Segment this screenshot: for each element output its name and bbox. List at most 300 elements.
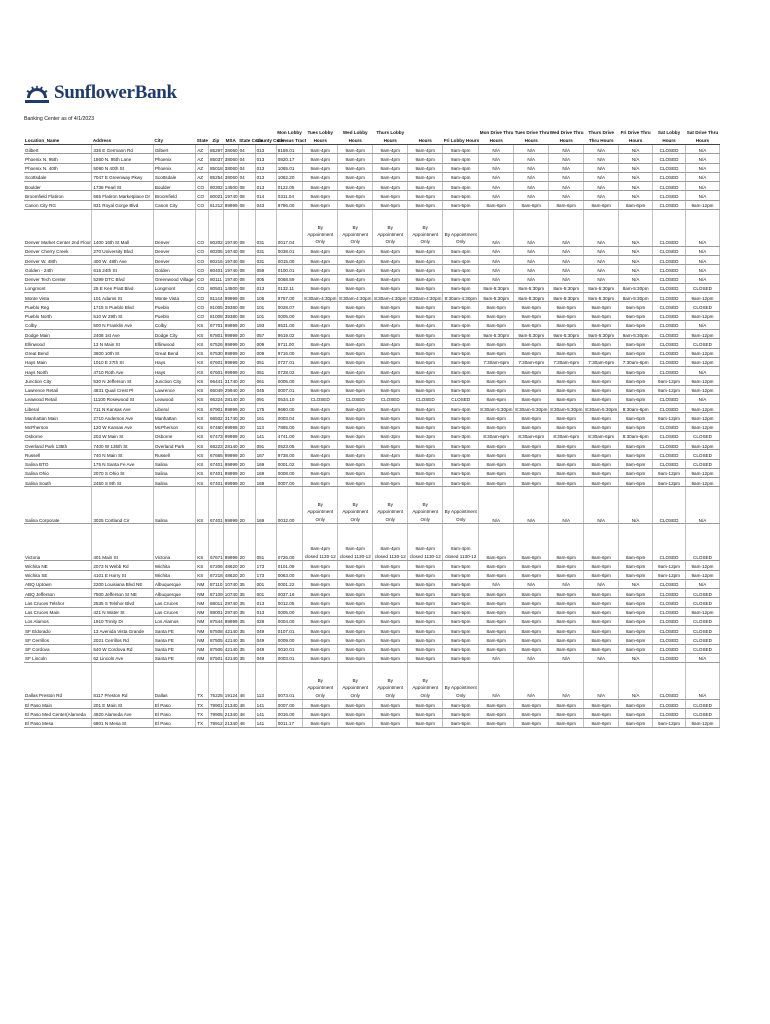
table-cell: TX xyxy=(196,718,209,727)
table-cell: N/A xyxy=(479,209,514,246)
table-row xyxy=(24,357,720,366)
table-cell: 9am-5pm xyxy=(373,422,408,431)
table-cell: 9am-5pm xyxy=(408,709,443,718)
table-cell: N/A xyxy=(685,274,719,283)
table-cell: KS xyxy=(196,570,209,579)
table-cell: CLOSED xyxy=(373,394,408,403)
table-cell: 11100 Rosewood St xyxy=(92,394,153,403)
table-cell: 8am-6pm xyxy=(549,700,584,709)
table-cell: 9am-5pm xyxy=(373,653,408,662)
table-cell: 203 W Main St xyxy=(92,431,153,440)
table-cell: Pueblo Reg xyxy=(24,302,92,311)
table-cell: 0004.00 xyxy=(276,616,303,625)
table-cell: 8am-6pm xyxy=(479,524,514,561)
table-cell: 99999 xyxy=(223,450,238,459)
table-cell: 161 xyxy=(255,413,276,422)
table-cell: 67701 xyxy=(208,320,223,329)
table-row xyxy=(24,459,720,468)
table-cell: 8am-6pm xyxy=(514,376,549,385)
table-cell: 29940 xyxy=(223,385,238,394)
table-cell: 80216 xyxy=(208,256,223,265)
table-cell: CLOSED xyxy=(653,274,686,283)
table-cell: 8am-6pm xyxy=(479,709,514,718)
table-cell: N/A xyxy=(685,653,719,662)
table-cell: 0005.00 xyxy=(276,376,303,385)
table-cell: 9am-5pm xyxy=(303,589,338,598)
table-cell: 8am-5:30pm xyxy=(514,283,549,292)
table-cell: 8am-4pm xyxy=(303,339,338,348)
table-cell: 9am-4pm xyxy=(443,246,479,255)
header-top-cell: Tues Lobby xyxy=(307,130,333,136)
table-cell: 9am-4pm xyxy=(338,145,373,154)
table-row xyxy=(24,450,720,459)
table-cell: Victoria xyxy=(24,524,92,561)
table-cell: 21340 xyxy=(223,700,238,709)
table-cell: 9am-5pm xyxy=(338,598,373,607)
table-cell: 9am-5pm xyxy=(373,330,408,339)
table-cell: 049 xyxy=(255,653,276,662)
table-cell: CLOSED xyxy=(653,394,686,403)
table-cell: Wichita SE xyxy=(24,570,92,579)
table-cell: 8am-5pm xyxy=(584,339,619,348)
table-cell: N/A xyxy=(549,154,584,163)
table-cell: 08 xyxy=(238,311,255,320)
table-cell: 9am-4pm xyxy=(373,145,408,154)
table-cell: KS xyxy=(196,561,209,570)
table-cell: 8am-6pm xyxy=(514,700,549,709)
table-cell: 8am-5pm xyxy=(549,367,584,376)
table-cell: 80501 xyxy=(208,283,223,292)
table-cell: 9am-4pm xyxy=(373,154,408,163)
table-cell: 35 xyxy=(238,598,255,607)
table-cell: Junction City xyxy=(153,376,195,385)
table-cell: 8am-6pm xyxy=(479,468,514,477)
table-cell: 9am-4pm xyxy=(338,182,373,191)
table-cell: CLOSED xyxy=(653,154,686,163)
table-cell: 80206 xyxy=(208,246,223,255)
table-cell: 8am-6pm xyxy=(514,441,549,450)
table-cell: KS xyxy=(196,404,209,413)
table-cell: CLOSED xyxy=(653,283,686,292)
table-cell: 04 xyxy=(238,154,255,163)
table-cell: 9am-5pm xyxy=(303,385,338,394)
table-cell: 9am-5pm xyxy=(303,330,338,339)
table-cell: By Appointment Only xyxy=(443,663,479,700)
table-cell: 8am-6pm xyxy=(584,468,619,477)
table-row xyxy=(24,570,720,579)
table-cell: 9am-5pm xyxy=(443,709,479,718)
table-cell: 9am-5pm xyxy=(443,459,479,468)
table-cell: 79905 xyxy=(208,709,223,718)
table-cell: 75225 xyxy=(208,663,223,700)
table-cell: 1860 N. 95th Lane xyxy=(92,154,153,163)
table-cell: 8am-6pm xyxy=(479,385,514,394)
table-cell: N/A xyxy=(549,256,584,265)
table-cell: 8am-6pm xyxy=(584,441,619,450)
table-cell: 8am-6pm xyxy=(619,626,653,635)
table-cell: 31740 xyxy=(223,376,238,385)
table-row xyxy=(24,385,720,394)
table-cell: 9am-5pm xyxy=(443,598,479,607)
table-cell: Santa FE xyxy=(153,653,195,662)
table-cell: 8am-4pm xyxy=(408,339,443,348)
table-cell: 9am-5pm xyxy=(303,357,338,366)
table-cell: 20 xyxy=(238,561,255,570)
table-cell: 028 xyxy=(255,616,276,625)
table-cell: 9am-5pm xyxy=(303,478,338,487)
table-cell: 175 xyxy=(255,404,276,413)
table-cell: CLOSED xyxy=(653,598,686,607)
table-cell: 9am-5pm xyxy=(373,385,408,394)
table-cell: 1062.20 xyxy=(276,172,303,181)
column-header: Location_Name xyxy=(24,136,92,145)
table-cell: 9660.00 xyxy=(276,404,303,413)
table-cell: 9am-5pm xyxy=(373,700,408,709)
table-cell: 9am-5pm xyxy=(549,589,584,598)
table-cell: 9am-4pm xyxy=(303,154,338,163)
table-cell: 101 xyxy=(255,311,276,320)
table-cell: KS xyxy=(196,422,209,431)
table-cell: Great Bend xyxy=(24,348,92,357)
table-cell: 9am-4pm xyxy=(408,172,443,181)
table-cell: 9am-5pm xyxy=(443,348,479,357)
table-cell: N/A xyxy=(619,663,653,700)
table-cell: 29740 xyxy=(223,598,238,607)
table-cell: 8am-6pm xyxy=(584,394,619,403)
table-cell: CO xyxy=(196,265,209,274)
table-cell: 7400 W 135th St xyxy=(92,441,153,450)
table-cell: 35 xyxy=(238,626,255,635)
table-cell: 67601 xyxy=(208,357,223,366)
table-cell: 8:30am-4:30pm xyxy=(338,293,373,302)
table-cell: Denver xyxy=(153,209,195,246)
table-cell: 20 xyxy=(238,450,255,459)
table-cell: 9am-5pm xyxy=(303,579,338,588)
table-cell: 105 xyxy=(255,293,276,302)
table-cell: 9am-5pm xyxy=(338,626,373,635)
table-cell: 8am-6pm xyxy=(619,635,653,644)
table-cell: 201 E Main St xyxy=(92,700,153,709)
header-top-cell xyxy=(92,128,153,136)
table-cell: KS xyxy=(196,376,209,385)
table-row xyxy=(24,145,720,154)
table-cell: 8am-5:30pm xyxy=(619,283,653,292)
table-cell: 8am-6pm xyxy=(584,718,619,727)
table-cell: N/A xyxy=(549,163,584,172)
table-cell: 35 xyxy=(238,607,255,616)
table-cell: KS xyxy=(196,357,209,366)
table-cell: 9am-5pm xyxy=(443,570,479,579)
table-cell: 9am-5pm xyxy=(619,589,653,598)
table-row xyxy=(24,524,720,561)
table-cell: 9am-5pm xyxy=(303,561,338,570)
table-cell: Santa FE xyxy=(153,635,195,644)
table-cell: N/A xyxy=(619,163,653,172)
table-cell: 9am-4pm xyxy=(443,274,479,283)
table-cell: N/A xyxy=(619,191,653,200)
table-cell: Monte Vista xyxy=(24,293,92,302)
table-cell: 8am-6pm xyxy=(584,607,619,616)
table-cell: CO xyxy=(196,283,209,292)
header-top-cell xyxy=(208,128,223,136)
table-cell: 9am-4pm xyxy=(338,172,373,181)
table-cell: 9am-4pm xyxy=(373,404,408,413)
table-cell: 9am-5:30pm xyxy=(479,330,514,339)
table-row xyxy=(24,200,720,209)
table-cell: CLOSED xyxy=(685,431,719,440)
table-cell: Boulder xyxy=(153,182,195,191)
table-cell: 8am-6pm xyxy=(479,459,514,468)
table-cell: 79901 xyxy=(208,700,223,709)
table-cell: 08 xyxy=(238,191,255,200)
table-cell: N/A xyxy=(549,653,584,662)
table-cell: N/A xyxy=(619,209,653,246)
table-cell: Las Cruces xyxy=(153,607,195,616)
table-cell: N/A xyxy=(514,653,549,662)
table-cell: 059 xyxy=(255,265,276,274)
table-cell: 9am-4pm xyxy=(338,163,373,172)
table-cell: 9am-5pm xyxy=(549,302,584,311)
table-cell: Leawood xyxy=(153,394,195,403)
table-cell: CLOSED xyxy=(653,302,686,311)
table-cell: 85037 xyxy=(208,154,223,163)
table-cell: 21340 xyxy=(223,718,238,727)
table-cell: NM xyxy=(196,653,209,662)
table-cell: 9am-5pm xyxy=(338,459,373,468)
table-cell: 38060 xyxy=(223,172,238,181)
table-cell: N/A xyxy=(584,191,619,200)
table-cell: 9am-4pm xyxy=(443,172,479,181)
table-cell: 9am-5pm xyxy=(408,302,443,311)
table-cell: 8am-6pm xyxy=(619,607,653,616)
table-cell: 8am-6pm xyxy=(584,635,619,644)
table-cell: 20 xyxy=(238,339,255,348)
table-cell: 8am-4pm xyxy=(338,339,373,348)
table-cell: 8am-5pm xyxy=(514,339,549,348)
table-cell: 101 Adams St xyxy=(92,293,153,302)
table-cell: 42140 xyxy=(223,644,238,653)
column-header: Hours xyxy=(619,136,653,145)
table-cell: 9am-5pm xyxy=(303,644,338,653)
table-cell: CLOSED xyxy=(653,450,686,459)
table-cell: 9am-3pm xyxy=(373,431,408,440)
table-cell: 9am-5pm xyxy=(443,616,479,625)
table-cell: 39380 xyxy=(223,311,238,320)
table-cell: 9am-12pm xyxy=(685,348,719,357)
table-cell: CLOSED xyxy=(653,644,686,653)
table-cell: Salina Ohio xyxy=(24,468,92,477)
table-cell: N/A xyxy=(584,487,619,524)
table-cell: CLOSED xyxy=(653,357,686,366)
table-cell: Phoenix xyxy=(153,163,195,172)
table-cell: 8am-6pm xyxy=(619,413,653,422)
table-cell: 013 xyxy=(255,607,276,616)
sunflower-rays-icon xyxy=(24,80,50,106)
table-cell: 0726.00 xyxy=(276,524,303,561)
table-cell: KS xyxy=(196,330,209,339)
table-cell: 8am-5pm xyxy=(479,367,514,376)
table-cell: Dodge Main xyxy=(24,330,92,339)
table-cell: 043 xyxy=(255,200,276,209)
table-cell: 9am-5pm xyxy=(373,191,408,200)
table-cell: CLOSED xyxy=(653,209,686,246)
table-cell: 99999 xyxy=(223,357,238,366)
table-cell: 9am-5pm xyxy=(443,441,479,450)
table-cell: 81008 xyxy=(208,311,223,320)
table-row xyxy=(24,468,720,477)
table-cell: 013 xyxy=(255,172,276,181)
table-cell: 99999 xyxy=(223,330,238,339)
column-header: Thru Hours xyxy=(584,136,619,145)
table-cell: 8am-6pm xyxy=(479,413,514,422)
table-cell: 3600 10th St xyxy=(92,348,153,357)
table-cell: 9am-5pm xyxy=(373,607,408,616)
table-cell: CLOSED xyxy=(653,320,686,329)
table-cell: 9am-5pm xyxy=(408,570,443,579)
table-cell: 2200 Louisiana Blvd NE xyxy=(92,579,153,588)
table-cell: 9am-5pm xyxy=(338,413,373,422)
table-cell: N/A xyxy=(549,579,584,588)
table-cell: 20 xyxy=(238,422,255,431)
table-cell: 8am-5pm xyxy=(584,422,619,431)
table-cell: 0063.00 xyxy=(276,570,303,579)
table-cell: 9am-5pm xyxy=(443,357,479,366)
table-cell: N/A xyxy=(584,579,619,588)
table-cell: 9am-5pm xyxy=(303,709,338,718)
table-cell: 9am-5pm xyxy=(303,376,338,385)
table-cell: 99999 xyxy=(223,616,238,625)
table-cell: By Appointment Only xyxy=(408,209,443,246)
table-cell: 62 Lincoln Ave xyxy=(92,653,153,662)
table-cell: 8117 Preston Rd xyxy=(92,663,153,700)
table-cell: 9am-5pm xyxy=(303,700,338,709)
table-cell: 8am-6pm xyxy=(619,598,653,607)
table-cell: N/A xyxy=(619,256,653,265)
table-cell: N/A xyxy=(514,172,549,181)
table-cell: 031 xyxy=(255,246,276,255)
table-cell: 001 xyxy=(255,589,276,598)
table-cell: 48620 xyxy=(223,570,238,579)
table-cell: KS xyxy=(196,320,209,329)
table-cell: AZ xyxy=(196,172,209,181)
table-cell: KS xyxy=(196,468,209,477)
column-header: Hours xyxy=(373,136,408,145)
table-cell: CO xyxy=(196,274,209,283)
table-cell: 167 xyxy=(255,450,276,459)
table-cell: 20 xyxy=(238,367,255,376)
table-cell: 9am-5pm xyxy=(303,718,338,727)
table-row xyxy=(24,663,720,700)
table-cell: 8am-6pm xyxy=(549,635,584,644)
table-cell: 9am-5pm xyxy=(443,330,479,339)
table-cell: N/A xyxy=(549,487,584,524)
table-cell: 9am-5pm xyxy=(338,330,373,339)
table-cell: 9am-5pm xyxy=(408,598,443,607)
table-cell: 9am-12pm xyxy=(653,570,686,579)
table-cell: N/A xyxy=(479,145,514,154)
table-cell: N/A xyxy=(549,172,584,181)
table-cell: N/A xyxy=(619,579,653,588)
table-cell: 045 xyxy=(255,385,276,394)
table-cell: 1400 16th St Mall xyxy=(92,209,153,246)
table-cell: N/A xyxy=(685,182,719,191)
table-cell: 9am-12pm xyxy=(653,478,686,487)
table-row xyxy=(24,182,720,191)
table-cell: Overland Park xyxy=(153,441,195,450)
table-cell: 8am-6pm xyxy=(514,348,549,357)
table-cell: 35 xyxy=(238,616,255,625)
table-cell: 8am-6pm xyxy=(479,348,514,357)
table-cell: Phoenix N. 40th xyxy=(24,163,92,172)
table-cell: 169 xyxy=(255,487,276,524)
table-cell: 9am-12pm xyxy=(653,468,686,477)
header-top-cell: Thurs Drive xyxy=(588,130,614,136)
table-cell: CLOSED xyxy=(653,709,686,718)
table-cell: 8am-5pm xyxy=(549,422,584,431)
column-header: City xyxy=(153,136,195,145)
table-cell: 9am-5pm xyxy=(373,283,408,292)
table-row xyxy=(24,626,720,635)
table-cell: 19740 xyxy=(223,274,238,283)
table-cell: 335 E Germann Rd xyxy=(92,145,153,154)
table-cell: 10740 xyxy=(223,579,238,588)
table-cell: Russell xyxy=(153,450,195,459)
table-cell: 99999 xyxy=(223,431,238,440)
table-cell: 8am-6pm xyxy=(514,459,549,468)
table-cell: 7:30am-6pm xyxy=(479,357,514,366)
table-cell: 21340 xyxy=(223,709,238,718)
table-cell: 0001.22 xyxy=(276,579,303,588)
table-cell: 9am-5pm xyxy=(338,302,373,311)
table-cell: 9am-5pm xyxy=(303,191,338,200)
table-row xyxy=(24,256,720,265)
table-cell: 2450 S 9th St xyxy=(92,478,153,487)
table-cell: SF Cordova xyxy=(24,644,92,653)
table-cell: N/A xyxy=(514,274,549,283)
table-cell: 8am-4pm xyxy=(373,320,408,329)
table-cell: 9am-5pm xyxy=(338,441,373,450)
table-cell: 9am-5pm xyxy=(479,589,514,598)
table-cell: 9am-5pm xyxy=(338,644,373,653)
table-cell: 9am-5pm xyxy=(443,644,479,653)
table-cell: 8:30am-6pm xyxy=(479,431,514,440)
table-cell: 8am-6pm xyxy=(514,626,549,635)
table-cell: 013 xyxy=(255,182,276,191)
table-cell: CLOSED xyxy=(653,487,686,524)
table-cell: 35 xyxy=(238,589,255,598)
table-cell: N/A xyxy=(479,653,514,662)
table-row xyxy=(24,487,720,524)
table-cell: 9am-5pm xyxy=(338,376,373,385)
table-cell: CLOSED xyxy=(685,589,719,598)
table-cell: 85297 xyxy=(208,145,223,154)
table-cell: 8am-5:30pm xyxy=(514,293,549,302)
table-cell: 08 xyxy=(238,246,255,255)
table-cell: 9am-5pm xyxy=(303,200,338,209)
table-cell: 9am-12pm xyxy=(653,413,686,422)
table-cell: 0003.01 xyxy=(276,653,303,662)
table-cell: 20 xyxy=(238,385,255,394)
table-cell: 0727.01 xyxy=(276,357,303,366)
table-cell: ABQ Uptown xyxy=(24,579,92,588)
table-cell: 9am-4pm xyxy=(408,154,443,163)
table-row xyxy=(24,274,720,283)
table-cell: 9am-5pm xyxy=(303,635,338,644)
table-cell: NM xyxy=(196,589,209,598)
table-cell: 141 xyxy=(255,700,276,709)
table-row xyxy=(24,265,720,274)
table-cell: 87505 xyxy=(208,635,223,644)
